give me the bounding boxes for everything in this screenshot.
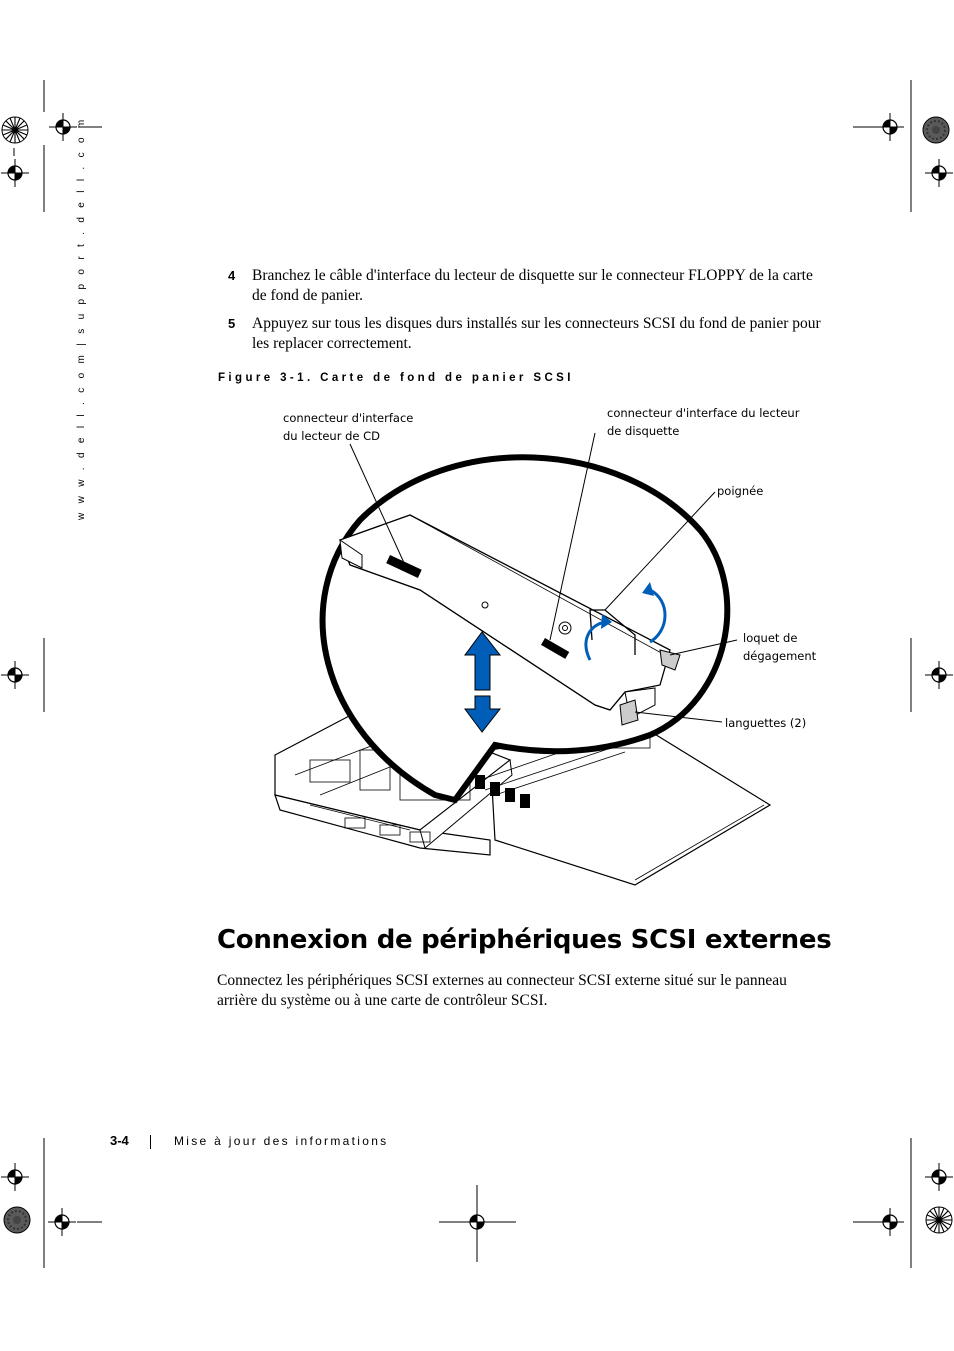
callout-line: loquet de [743, 631, 798, 645]
callout-line: languettes (2) [725, 716, 807, 730]
callout-line: connecteur d'interface [283, 411, 414, 425]
footer-separator [150, 1135, 151, 1149]
callout-release-latch [743, 630, 816, 665]
sidebar-url [74, 116, 92, 520]
callout-line: poignée [717, 484, 764, 498]
section-body: Connectez les périphériques SCSI externes au connecteur SCSI externe situé sur le panneau arrière du système ou à une carte de contrôleur SCSI. [217, 972, 787, 1009]
page-number: 3-4 [110, 1133, 129, 1148]
callout-cd-connector [283, 410, 413, 445]
callout-tabs [725, 715, 806, 733]
step-text: Appuyez sur tous les disques durs installés sur les connecteurs SCSI du fond de panier pour les replacer correctement. [252, 315, 821, 352]
callout-line: dégagement [743, 648, 817, 663]
callout-handle [717, 483, 763, 501]
callout-floppy-connector [607, 405, 799, 440]
figure-illustration [250, 400, 817, 900]
step-text: Branchez le câble d'interface du lecteur de disquette sur le connecteur FLOPPY de la carte de fond de panier. [252, 267, 813, 304]
footer-title: Mise à jour des informations [174, 1134, 389, 1148]
callout-line: connecteur d'interface du lecteur [607, 406, 800, 420]
step-number: 5 [228, 316, 236, 331]
callout-line: de disquette [607, 423, 680, 438]
figure-caption: Figure 3-1. Carte de fond de panier SCSI [218, 372, 574, 384]
sidebar-url-text: w w w . d e l l . c o m | s u p p o r t . d e l l . c o m [76, 116, 87, 520]
step-number: 4 [228, 268, 236, 283]
backplane-drawing [250, 400, 810, 900]
callout-line: du lecteur de CD [283, 428, 381, 443]
section-title: Connexion de périphériques SCSI externes [217, 925, 832, 955]
